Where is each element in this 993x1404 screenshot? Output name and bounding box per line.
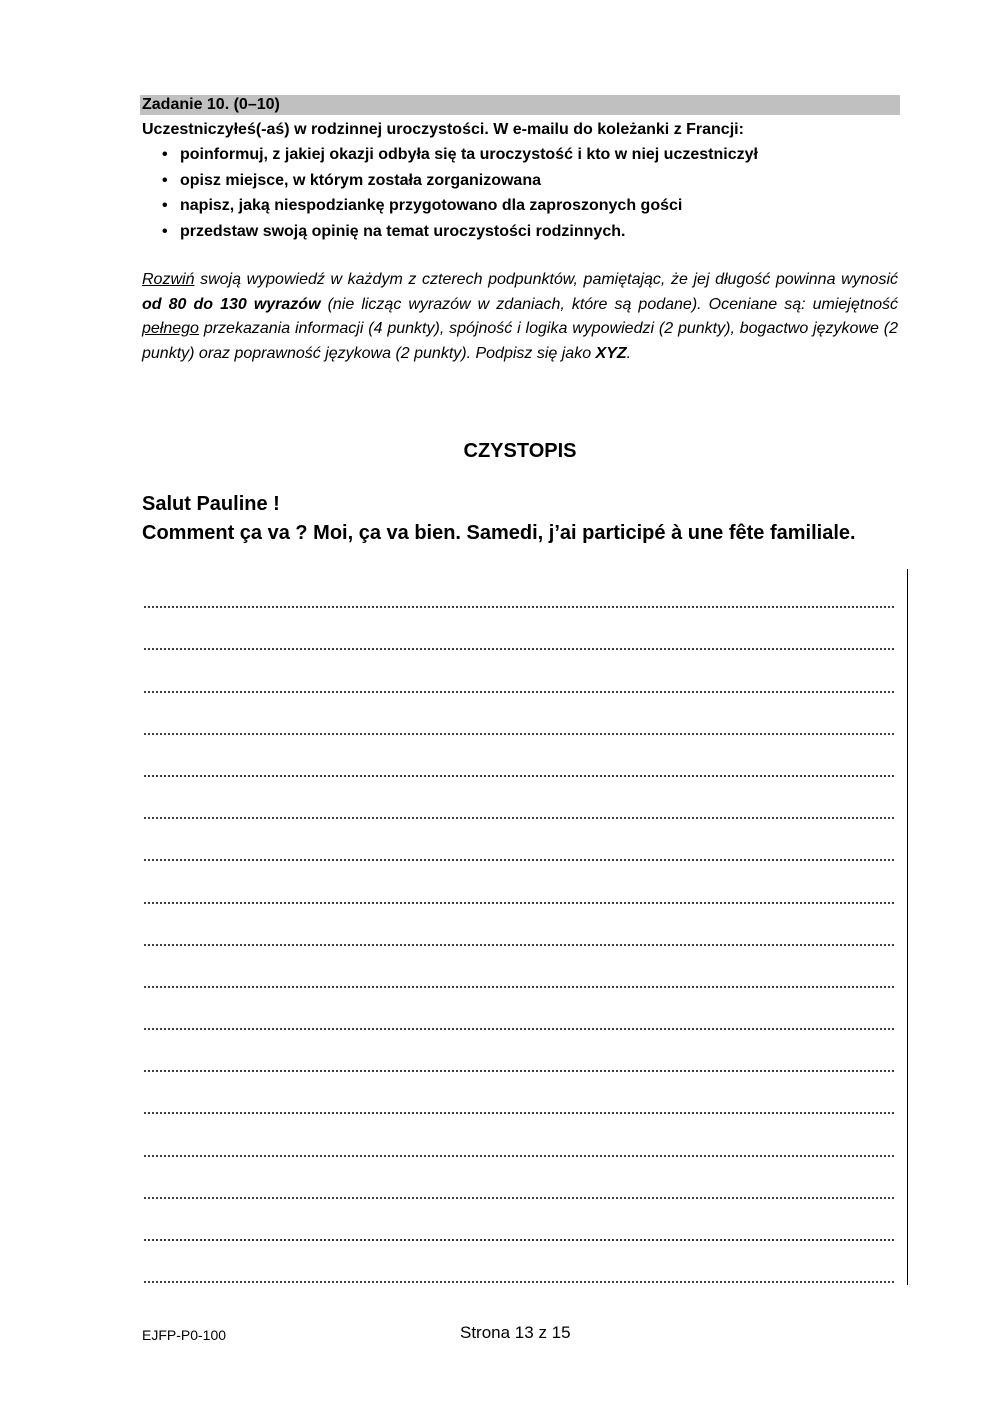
task-bullet-item — [160, 144, 758, 170]
bullet-icon: • — [162, 146, 168, 163]
task-bullet-item — [160, 170, 758, 196]
bullet-text: opisz miejsce, w którym została zorganizowana — [180, 171, 541, 189]
footer-page-number: Strona 13 z 15 — [460, 1323, 571, 1342]
guidance-pelnego: pełnego — [142, 320, 199, 337]
writing-line[interactable] — [143, 990, 895, 1032]
margin-rule — [907, 569, 908, 1285]
writing-line[interactable] — [143, 779, 895, 821]
guidance-signature: XYZ — [595, 344, 627, 362]
writing-line[interactable] — [143, 906, 895, 948]
bullet-text: napisz, jaką niespodziankę przygotowano dla zaproszonych gości — [180, 197, 683, 214]
task-bullet-item — [160, 221, 758, 247]
task-instruction: Uczestniczyłeś(-aś) w rodzinnej uroczystości. W e-mailu do koleżanki z Francji: — [142, 121, 744, 138]
writing-area[interactable] — [143, 568, 895, 1285]
bullet-icon: • — [162, 222, 168, 240]
writing-line[interactable] — [143, 1116, 895, 1158]
writing-line[interactable] — [143, 1243, 895, 1285]
guidance-length: od 80 do 130 wyrazów — [142, 295, 321, 313]
writing-line[interactable] — [143, 695, 895, 737]
writing-line[interactable] — [143, 863, 895, 905]
writing-line[interactable] — [143, 1032, 895, 1074]
letter-greeting: Salut Pauline ! — [142, 493, 280, 515]
writing-line[interactable] — [143, 1201, 895, 1243]
bullet-text: poinformuj, z jakiej okazji odbyła się ta uroczystość i kto w niej uczestniczył — [180, 146, 758, 163]
writing-line[interactable] — [143, 568, 895, 610]
writing-line[interactable] — [143, 948, 895, 990]
bullet-text: przedstaw swoją opinię na temat uroczystości rodzinnych. — [180, 222, 626, 240]
writing-line[interactable] — [143, 737, 895, 779]
bullet-icon: • — [162, 171, 168, 189]
task-guidance — [142, 268, 898, 366]
writing-line[interactable] — [143, 652, 895, 694]
guidance-text-3: przekazania informacji (4 punkty), spójność i logika wypowiedzi (2 punkty), bogactwo językowe (2 punkty) oraz poprawność językowa (2 punkty). Podpisz się jako — [142, 320, 898, 362]
footer-code: EJFP-P0-100 — [142, 1327, 227, 1343]
writing-line[interactable] — [143, 1074, 895, 1116]
task-header: Zadanie 10. (0–10) — [140, 95, 900, 115]
section-heading: CZYSTOPIS — [463, 440, 577, 462]
bullet-icon: • — [162, 197, 168, 214]
writing-line[interactable] — [143, 610, 895, 652]
writing-line[interactable] — [143, 1159, 895, 1201]
guidance-text-2: (nie licząc wyrazów w zdaniach, które są podane). Oceniane są: umiejętność — [320, 295, 898, 313]
guidance-text-1: swoją wypowiedź w każdym z czterech podpunktów, pamiętając, że jej długość powinna wynosić — [194, 271, 898, 288]
guidance-text-4: . — [626, 344, 632, 362]
writing-line[interactable] — [143, 821, 895, 863]
task-bullet-list — [160, 144, 758, 246]
task-bullet-item — [160, 195, 758, 221]
guidance-rozwin: Rozwiń — [142, 271, 195, 288]
letter-opener: Comment ça va ? Moi, ça va bien. Samedi, j’ai participé à une fête familiale. — [142, 522, 856, 544]
